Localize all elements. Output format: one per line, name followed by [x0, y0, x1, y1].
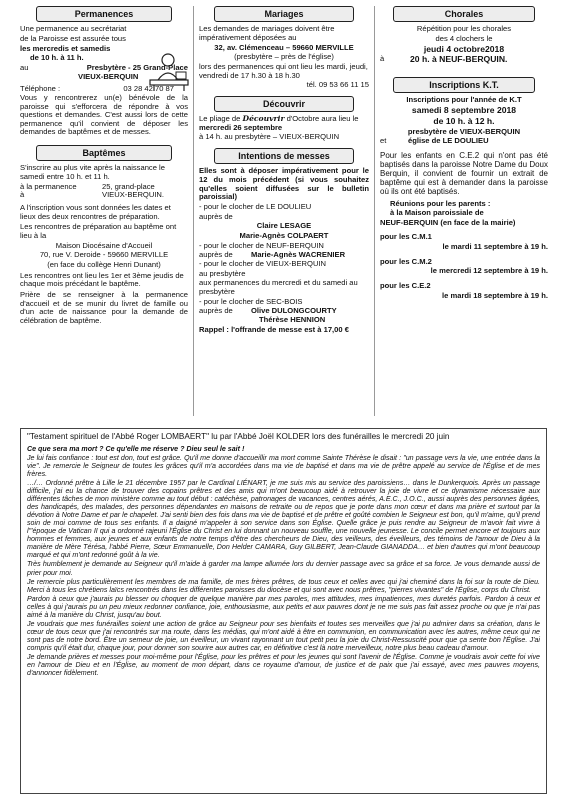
kt-time: de 10 h. à 12 h. [433, 115, 495, 126]
baptemes-addr2: 70, rue V. Deroide - 59660 MERVILLE [39, 250, 169, 260]
kt-place2-prefix: et [380, 136, 387, 146]
intentions-name: Olive DULONGCOURTY [251, 306, 337, 316]
kt-session-label: pour les C.E.2 [380, 281, 431, 291]
kt-session-label: pour les C.M.1 [380, 232, 432, 242]
testament-paragraph: Pardon à ceux que j'aurais pu blesser ou choquer de quelque manière par mes paroles, mes attitudes, mes impatiences, mes duretés parfois. Pardon à ceux et celles à qui j'aurais pu un peu mieux redonner confiance, joie, enthousiasme, aux petits et aux pauvres dont je ne me suis pas fait assez proche ou que je n'ai pas aimé à la manière du Christ, jusqu'au bout. [27, 594, 540, 619]
baptemes-p1: S'inscrire au plus vite après la naissance le samedi entre 10 h. et 11 h. [20, 163, 165, 182]
kt-session-date: le mardi 18 septembre à 19 h. [442, 290, 548, 300]
intentions-rappel: Rappel : l'offrande de messe est à 17,00 € [199, 325, 349, 335]
decouvrir-p1 [199, 115, 369, 132]
kt-reunions: Réunions pour les parents : [390, 198, 491, 208]
kt-session-label: pour les C.M.2 [380, 256, 432, 266]
intentions-vieuxberquin-a: au presbytère [199, 268, 246, 278]
presbytere-prefix: au [20, 62, 29, 72]
telephone-value: 03 28 42 70 87 [123, 84, 174, 94]
kt-session-date: le mardi 11 septembre à 19 h. [442, 242, 548, 252]
permanences-intro [20, 25, 130, 63]
intentions-neufberquin: - pour le clocher de NEUF-BERQUIN [199, 240, 324, 250]
intentions-doulieu: - pour le clocher de LE DOULIEU [199, 201, 312, 211]
intentions-vieuxberquin: - pour le clocher de VIEUX-BERQUIN [199, 258, 327, 268]
permanences-header: Permanences [36, 6, 172, 22]
chorales-place-prefix: à [380, 54, 385, 64]
baptemes-addr1: Maison Diocésaine d'Accueil [55, 240, 153, 250]
baptemes-permanence-address: 25, grand-place [102, 181, 155, 191]
baptemes-permanence-label: à la permanence [20, 181, 77, 191]
permanences-line: de 10 h. à 11 h. [30, 53, 84, 63]
testament-paragraph: Très humblement je demande au Seigneur qu'il m'aide à garder ma lampe allumée lors du dernier passage avec sa grâce et sa force. Je vous demande aussi de prier pour moi. [27, 560, 540, 577]
mariages-address: 32, av. Clémenceau – 59660 MERVILLE [214, 42, 354, 52]
testament-paragraph: Ce que sera ma mort ? Ce qu'elle me réserve ? Dieu seul le sait ! [27, 445, 245, 454]
testament-paragraph: Je demande prières et messes pour moi-même pour l'Église, pour les prêtres et pour les jeunes qui sont l'avenir de l'Église. Comme je voudrais avoir cette foi vive en l'amour de Dieu et en l'Église, au moment de mon départ, dans ce royaume d'amour, de justice et de paix que j'ai essayé, avec mes pauvres moyens, d'annoncer fidèlement. [27, 652, 540, 677]
baptemes-p5: Prière de se renseigner à la permanence d'accueil et de se munir du livret de famille ou d'un acte de naissance pour la demande de célébration de baptême. [20, 289, 188, 325]
column-divider-right [374, 6, 375, 416]
kt-maison: à la Maison paroissiale de [390, 208, 484, 218]
decouvrir-logo: Découvrir [242, 114, 285, 124]
mariages-header: Mariages [214, 6, 354, 22]
chorales-date: jeudi 4 octobre2018 [423, 43, 505, 54]
intentions-name: Marie-Agnès COLPAERT [239, 230, 329, 240]
baptemes-p4: Les rencontres ont lieu les 1er et 3ème jeudis de chaque mois précédant le baptême. [20, 270, 184, 289]
chorales-place-row [380, 55, 548, 65]
baptemes-town-prefix: à [20, 190, 25, 200]
right-column [380, 6, 548, 301]
intentions-name: Thérèse HENNION [259, 314, 326, 324]
chorales-l1: Répétition pour les chorales [416, 24, 512, 34]
intentions-name: Marie-Agnès WACRENIER [251, 250, 346, 260]
permanences-line: les mercredis et samedis [20, 43, 111, 53]
kt-l1: Inscriptions pour l'année de K.T [406, 95, 522, 105]
kt-header: Inscriptions K.T. [393, 77, 535, 93]
intentions-doulieu-a: auprès de [199, 211, 233, 221]
testament-paragraph: Je lui fais confiance : tout est don, tout est grâce. Qu'il me donne d'accueillir ma mort comme Sainte Thérèse le disait : "un passage vers la vie, une entrée dans la vie". Je remercie le Seigneur de toutes les grâces qu'il m'a accordées dans ma vie de baptisé et dans ma vie de prêtre appelé au service de l'Église et de mes frères. [27, 454, 540, 479]
kt-session-date: le mercredi 12 septembre à 19 h. [430, 266, 548, 276]
kt-place2: église de LE DOULIEU [408, 136, 489, 146]
intentions-p1: Elles sont à déposer impérativement pour le 12 du mois précédent (si vous souhaitez qu'elles soient diffusées sur le bulletin paroissial) [199, 166, 369, 202]
middle-column [199, 6, 369, 336]
kt-paragraph: Pour les enfants en C.E.2 qui n'ont pas été baptisés dans la paroisse Notre Dame du Doux Berquin, il convient de fournir un extrait de baptême qui est à demander dans la paroisse où ils ont été baptisés. [380, 150, 548, 197]
testament-title: "Testament spirituel de l'Abbé Roger LOMBAERT" lu par l'Abbé Joël KOLDER lors des funérailles le mercredi 20 juin [27, 432, 450, 441]
testament-paragraph: Je voudrais que mes funérailles soient une action de grâce au Seigneur pour ses bienfaits et toutes ses merveilles que j'ai pu admirer dans sa création, dans le cœur de tous ceux que j'ai rencontrés sur ma route, dans les médias, qui m'ont aidé à être en communion, en communication avec les autres, même ceux qui ne sont pas de notre bord. Être un semeur de joie, un éveilleur, un vivant rayonnant un tout petit peu la joie du Christ-Ressuscité pour que ça sente bon l'Église. J'ai compris qu'il était dur, chaque jour, pour donner son sourire aux autres car, en définitive c'est là notre merveilleux, notre plus beau cadeau d'amour. [27, 619, 540, 652]
intentions-neufberquin-a: auprès de [199, 250, 233, 260]
decouvrir-p2: à 14 h. au presbytère – VIEUX-BERQUIN [199, 132, 340, 142]
decouvrir-prefix: Le pliage de [199, 114, 241, 124]
secretary-clipart-icon [146, 50, 192, 92]
baptemes-town-row [20, 191, 188, 200]
mariages-address-note: (presbytère – près de l'église) [234, 52, 334, 62]
decouvrir-suffix: d'Octobre aura lieu le [286, 114, 359, 124]
intentions-name: Claire LESAGE [256, 221, 312, 231]
kt-place2-row [380, 137, 548, 146]
baptemes-header: Baptêmes [36, 145, 172, 161]
telephone-label: Téléphone : [20, 84, 61, 94]
mariages-p1: Les demandes de mariages doivent être impérativement déposées au [199, 24, 335, 42]
presbytere-address: Presbytère - 25 Grand-Place [86, 62, 188, 72]
baptemes-p2: A l'inscription vous sont données les dates et lieux des deux rencontres de préparation. [20, 203, 171, 221]
testament-box [20, 428, 547, 794]
mariages-tel: tél. 09 53 66 11 15 [306, 80, 369, 90]
decouvrir-header: Découvrir [214, 96, 354, 112]
permanences-body: Vous y rencontrerez un(e) bénévole de la paroisse qui s'efforcera de répondre à vos questions et demandes. C'est aussi lors de cette permanence qu'il convient de déposer les demandes de baptêmes et de messes. [20, 92, 188, 137]
kt-place1: presbytère de VIEUX-BERQUIN [407, 126, 521, 136]
left-column [20, 6, 188, 327]
intentions-header: Intentions de messes [214, 148, 354, 164]
baptemes-addr3: (en face du collège Henri Dunant) [47, 259, 161, 269]
presbytere-town: VIEUX-BERQUIN [78, 71, 139, 81]
testament-paragraph: …/… Ordonné prêtre à Lille le 21 décembre 1957 par le Cardinal LIÉNART, je me suis mis au service des paroissiens… dans le Dunkerquois. Après un passage difficile, j'ai eu la chance de trouver des copains prêtres et des amis qui m'ont beaucoup aidé à retrouver la joie de vivre et ce dynamisme nécessaire aux différentes tâches de mon ministère comme au tout début : catéchèse, patronages de vacances, centres aérés, A.E.C., J.O.C., aussi auprès des personnes âgées, des handicapés, des malades, des personnes dépendantes en maisons de retraite ou de repos que je porte dans mon cœur et dans ma prière et surtout par la dévotion à Notre Dame et par le chapelet. J'ai senti bien des fois dans ma vie de baptisé et de prêtre et goûté combien le Seigneur est bon, qu'il m'aime, qu'il prend soin de moi comme de tous ses enfants. Il a daigné m'appeler à son service dans son Église. Quelle grâce je puis rendre au Seigneur de m'avoir fait vivre à l'"époque de Vatican II qui a ordonné rajeuni l'Église du Christ en lui donnant un nouveau souffle, une nouvelle jeunesse. Le concile permet encore et toujours aux hommes et femmes, aux jeunes et aux enfants de notre temps d'être des chercheurs de Dieu, des veilleurs, des éveilleurs, des témoins de l'amour de Dieu à la manière de Mère Térésa, l'abbé Pierre, Sœur Emmanuelle, Don Helder CAMARA, Guy GILBERT, Jean-Claude GIANADDA… et bien d'autres qui m'ont beaucoup marqué et qui m'ont redonné goût à la vie. [27, 479, 540, 560]
testament-paragraph: Je remercie plus particulièrement les membres de ma famille, de mes frères prêtres, de tous ceux et celles avec qui j'ai cheminé dans la foi sur la route de Dieu. Merci à tous les chrétiens laïcs rencontrés dans les différentes paroisses du diocèse et qui sont avec nous prêtres, "pierres vivantes" de l'Église, corps du Christ. [27, 577, 540, 594]
chorales-header: Chorales [393, 6, 535, 22]
chorales-place: 20 h. à NEUF-BERQUIN. [410, 54, 508, 65]
mariages-p2: lors des permanences qui ont lieu les mardi, jeudi, vendredi de 17 h.30 à 18 h.30 [199, 61, 368, 80]
baptemes-p3: Les rencontres de préparation au baptême ont lieu à la [20, 222, 177, 240]
kt-date: samedi 8 septembre 2018 [411, 105, 517, 116]
decouvrir-date: mercredi 26 septembre [199, 122, 283, 132]
intentions-secbois: - pour le clocher de SEC-BOIS [199, 296, 303, 306]
intentions-permanences: aux permanences du mercredi et du samedi au presbytère [199, 278, 358, 296]
intentions-secbois-a: auprès de [199, 306, 233, 316]
baptemes-town: VIEUX-BERQUIN. [102, 190, 165, 200]
permanences-line: de la Paroisse est assurée tous [20, 33, 126, 43]
kt-neufberquin: NEUF-BERQUIN (en face de la mairie) [380, 217, 516, 227]
chorales-l2: des 4 clochers le [435, 33, 493, 43]
column-divider-left [193, 6, 194, 416]
permanences-line: Une permanence au secrétariat [20, 24, 127, 34]
